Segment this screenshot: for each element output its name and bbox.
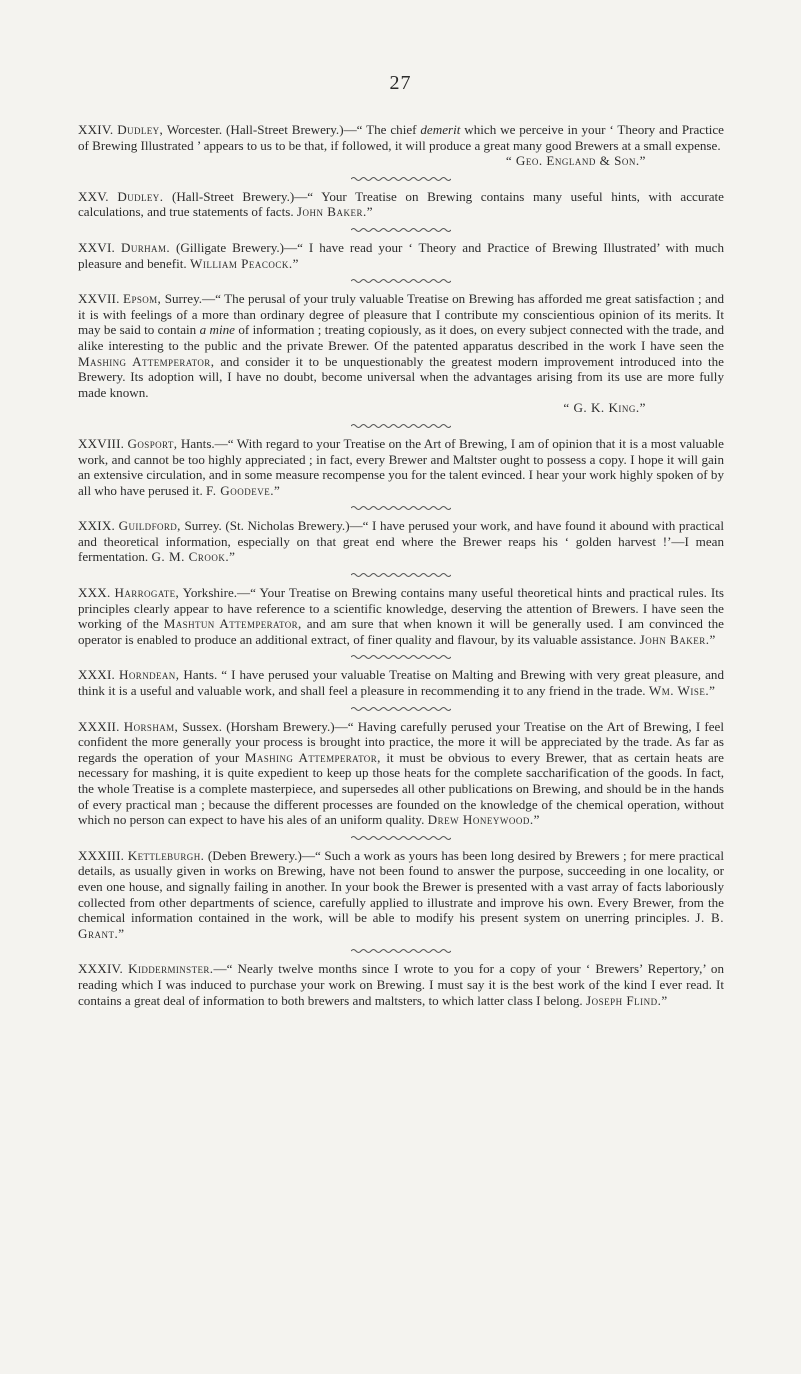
entry-text: Surrey.—“ The perusal of your truly valuable Treatise on Brewing has afforded me great satisfaction ; and it is with feelings of a more than ordinary degree of pleasure that I contribute my conscientious opinion of its merits. It may be said to contain xyxy=(78,291,724,338)
entry-place: Harrogate, xyxy=(114,585,180,601)
entry-text: of information ; treating copiously, as it does, on every subject connected with the trade, and alike interesting to the public and the private Brewer. Of the patented apparatus described in the work I have seen the xyxy=(78,322,724,353)
entry-signature: Drew Honeywood.” xyxy=(427,812,540,828)
entry-small-caps: Mashtun Attemperator, xyxy=(163,616,302,632)
testimonials-list xyxy=(78,122,724,1008)
testimonial-text xyxy=(78,240,724,271)
entry-number: XXV. xyxy=(78,188,109,204)
entry-number: XXXIII. xyxy=(78,847,125,863)
entry-signature-line xyxy=(78,153,724,169)
testimonial-entry xyxy=(78,848,724,942)
testimonial-text xyxy=(78,585,724,647)
entry-signature-line xyxy=(78,400,724,416)
wavy-divider xyxy=(78,416,724,436)
testimonial-entry xyxy=(78,436,724,498)
entry-text: Sussex. (Horsham Brewery.)—“ Having carefully perused your Treatise on the Art of Brewing, I feel confident the more generally your process is brought into practice, the more it will be appreciated by the trade. As far as regards the operation of your xyxy=(78,718,724,765)
testimonial-text xyxy=(78,189,724,220)
entry-text: and am sure that when known it will be generally used. I am convinced the operator is enabled to produce an additional extract, of finer quality and flavour, by its valuable assistance. xyxy=(78,616,724,647)
entry-number: XXXI. xyxy=(78,667,116,683)
entry-signature: William Peacock.” xyxy=(189,255,299,271)
entry-text: Yorkshire.—“ Your Treatise on Brewing contains many useful theoretical hints and practical rules. Its principles clearly appear to have reference to a scientific knowledge, deserving the attention of Brewers. I have seen the working of the xyxy=(78,585,724,632)
entry-italic: a mine xyxy=(199,322,235,338)
testimonial-text xyxy=(78,667,724,698)
entry-text: and consider it to be unquestionably the greatest modern improvement introduced into the Brewery. Its adoption will, I have no doubt, become universal when the advantages arising from its use are more fully made known. xyxy=(78,353,724,400)
entry-number: XXVIII. xyxy=(78,435,125,451)
entry-text: Hants. “ I have perused your valuable Treatise on Malting and Brewing with very great pleasure, and think it is a useful and valuable work, and shall feel a pleasure in recommending it to any friend in the trade. xyxy=(78,667,725,699)
testimonial-entry xyxy=(78,189,724,220)
testimonial-text xyxy=(78,291,724,400)
entry-signature: John Baker.” xyxy=(639,631,716,647)
testimonial-entry xyxy=(78,291,724,416)
wavy-divider xyxy=(78,169,724,189)
entry-text: which we perceive in your ‘ Theory and Practice of Brewing Illustrated ’ appears to us to be that, if followed, it will produce a great many good Brewers at a small expense. xyxy=(78,122,724,153)
testimonial-entry xyxy=(78,122,724,169)
entry-number: XXIX. xyxy=(78,518,116,534)
entry-small-caps: Mashing Attemperator, xyxy=(78,353,215,369)
entry-place: Guildford, xyxy=(118,518,181,534)
wavy-divider xyxy=(78,647,724,667)
testimonial-entry xyxy=(78,240,724,271)
entry-place: Dudley, xyxy=(117,122,164,137)
testimonial-entry xyxy=(78,518,724,565)
entry-text: Surrey. (St. Nicholas Brewery.)—“ I have perused your work, and have found it abound with practical and theoretical information, especially on that great end where the Brewer reaps his ‘ golden harvest !’—I mean fermentation. xyxy=(78,518,724,565)
entry-place: Epsom, xyxy=(123,291,162,307)
entry-signature: F. Goodeve.” xyxy=(206,482,281,498)
wavy-divider xyxy=(78,498,724,518)
entry-italic: demerit xyxy=(420,122,461,137)
entry-text: (Deben Brewery.)—“ Such a work as yours has been long desired by Brewers ; for mere practical details, as usually given in works on Brewing, have not been found to answer the purpose, succeeding in one locality, or even one house, and signally failing in another. In your book the Brewer is presented with a vast array of facts laboriously collected from other departments of science, carefully applied to illustrate and improve his own. Every Brewer, from the chemical information contained in the work, will be able to modify his present system on unerring principles. xyxy=(78,847,724,926)
testimonial-entry xyxy=(78,961,724,1008)
wavy-divider xyxy=(78,699,724,719)
entry-place: Horndean, xyxy=(119,667,180,683)
testimonial-text xyxy=(78,122,724,153)
entry-place: Dudley. xyxy=(117,188,164,204)
entry-signature: “ G. K. King.” xyxy=(563,400,646,416)
testimonial-text xyxy=(78,518,724,565)
entry-signature: J. B. Grant.” xyxy=(78,910,724,941)
testimonial-entry xyxy=(78,719,724,828)
entry-signature: “ Geo. England & Son.” xyxy=(505,153,646,169)
entry-small-caps: Mashing Attemperator, xyxy=(244,749,381,765)
testimonial-text xyxy=(78,848,724,942)
testimonial-text xyxy=(78,436,724,498)
entry-number: XXVI. xyxy=(78,239,116,255)
wavy-divider xyxy=(78,220,724,240)
wavy-divider xyxy=(78,565,724,585)
entry-number: XXXII. xyxy=(78,718,120,734)
testimonial-entry xyxy=(78,667,724,698)
wavy-divider xyxy=(78,828,724,848)
entry-text: it must be obvious to every Brewer, that as certain heats are necessary for mashing, it is quite expedient to keep up those heats for the complete saccharification of the goods. In fact, the whole Treatise is a complete masterpiece, and supersedes all other publications on Brewing, and should be in the hands of every practical man ; because the different processes are founded on the knowledge of the chemical operation, without which no person can expect to have his ales of an uniform quality. xyxy=(78,749,724,828)
entry-place: Kettleburgh. xyxy=(127,847,205,863)
entry-text: (Hall-Street Brewery.)—“ Your Treatise on Brewing contains many useful hints, with accurate calculations, and true statements of facts. xyxy=(78,188,724,220)
entry-text: Worcester. (Hall-Street Brewery.)—“ The chief xyxy=(163,122,421,137)
entry-place: Kidderminster. xyxy=(128,961,214,977)
entry-signature: G. M. Crook.” xyxy=(151,549,236,565)
wavy-divider xyxy=(78,941,724,961)
page-number: 27 xyxy=(389,72,412,94)
entry-text: (Gilligate Brewery.)—“ I have read your ‘ Theory and Practice of Brewing Illustrated’ with much pleasure and benefit. xyxy=(78,239,724,271)
entry-place: Durham. xyxy=(121,239,171,255)
entry-number: XXXIV. xyxy=(78,961,123,977)
entry-signature: Joseph Flind.” xyxy=(585,992,668,1008)
entry-text: Hants.—“ With regard to your Treatise on the Art of Brewing, I am of opinion that it is a most valuable work, and cannot be too highly appreciated ; in fact, every Brewer and Maltster ought to possess a copy. I hope it will gain an extensive circulation, and in some measure recompense you for the talent evinced. I hear your work highly spoken of by all who have perused it. xyxy=(78,435,724,498)
entry-text: —“ Nearly twelve months since I wrote to you for a copy of your ‘ Brewers’ Repertory,’ on reading which I was induced to purchase your work on Brewing. I must say it is the best work of the kind I ever read. It contains a great deal of information to both brewers and maltsters, to which latter class I belong. xyxy=(78,961,724,1008)
entry-number: XXVII. xyxy=(78,291,120,307)
entry-place: Gosport, xyxy=(127,435,178,451)
wavy-divider xyxy=(78,271,724,291)
entry-signature: Wm. Wise.” xyxy=(648,683,716,699)
testimonial-text xyxy=(78,719,724,828)
entry-number: XXIV. xyxy=(78,122,114,137)
entry-number: XXX. xyxy=(78,585,111,601)
entry-place: Horsham, xyxy=(123,718,179,734)
testimonial-text xyxy=(78,961,724,1008)
entry-signature: John Baker.” xyxy=(296,204,374,220)
testimonial-entry xyxy=(78,585,724,647)
